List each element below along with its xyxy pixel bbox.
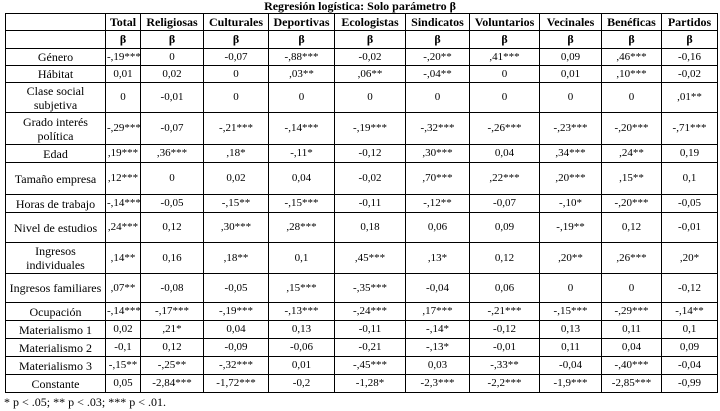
- beta-header: β: [204, 31, 269, 49]
- table-row: [6, 375, 718, 393]
- row-label: Horas de trabajo: [6, 195, 106, 213]
- footnote: * p < .05; ** p < .03; *** p < .01.: [4, 395, 166, 409]
- coefficient-cell: -,14*: [406, 321, 470, 339]
- coefficient-cell: 0: [106, 83, 141, 113]
- coefficient-cell: -,88***: [269, 49, 335, 66]
- coefficient-cell: -,33**: [470, 357, 540, 375]
- coefficient-cell: -,29***: [602, 303, 662, 321]
- table-row: [6, 303, 718, 321]
- coefficient-cell: 0: [141, 163, 204, 195]
- coefficient-cell: 0: [540, 83, 602, 113]
- coefficient-cell: -0,02: [662, 66, 718, 83]
- coefficient-cell: -0,01: [662, 213, 718, 243]
- coefficient-cell: 0: [470, 66, 540, 83]
- coefficient-cell: ,70***: [406, 163, 470, 195]
- coefficient-cell: -,29***: [106, 113, 141, 145]
- coefficient-cell: -,19***: [335, 113, 406, 145]
- beta-header: β: [141, 31, 204, 49]
- coefficient-cell: 0: [470, 83, 540, 113]
- column-header: Benéficas: [602, 14, 662, 31]
- row-label: Clase social subjetiva: [6, 83, 106, 113]
- table-row: [6, 145, 718, 163]
- coefficient-cell: -0,07: [470, 195, 540, 213]
- coefficient-cell: 0: [204, 66, 269, 83]
- coefficient-cell: -,19***: [204, 303, 269, 321]
- coefficient-cell: 0,04: [204, 321, 269, 339]
- coefficient-cell: -,12**: [406, 195, 470, 213]
- coefficient-cell: ,41***: [470, 49, 540, 66]
- row-label: Constante: [6, 375, 106, 393]
- coefficient-cell: ,17***: [406, 303, 470, 321]
- coefficient-cell: 0,12: [602, 213, 662, 243]
- coefficient-cell: -,04**: [406, 66, 470, 83]
- coefficient-cell: ,30***: [204, 213, 269, 243]
- coefficient-cell: 0,01: [106, 66, 141, 83]
- beta-header: β: [470, 31, 540, 49]
- beta-row: [6, 31, 718, 49]
- table-row: [6, 357, 718, 375]
- coefficient-cell: -0,05: [662, 195, 718, 213]
- coefficient-cell: 0,12: [470, 243, 540, 274]
- coefficient-cell: ,19***: [106, 145, 141, 163]
- coefficient-cell: -0,04: [406, 274, 470, 303]
- coefficient-cell: -,32***: [406, 113, 470, 145]
- coefficient-cell: -,15**: [106, 357, 141, 375]
- coefficient-cell: 0: [335, 83, 406, 113]
- coefficient-cell: -0,04: [540, 357, 602, 375]
- coefficient-cell: -0,2: [269, 375, 335, 393]
- coefficient-cell: 0,16: [141, 243, 204, 274]
- coefficient-cell: 0,1: [662, 321, 718, 339]
- coefficient-cell: -,40***: [602, 357, 662, 375]
- coefficient-cell: 0,04: [470, 145, 540, 163]
- coefficient-cell: -0,11: [335, 321, 406, 339]
- coefficient-cell: 0,09: [470, 213, 540, 243]
- coefficient-cell: 0,13: [269, 321, 335, 339]
- corner-cell: [6, 31, 106, 49]
- coefficient-cell: ,15***: [269, 274, 335, 303]
- row-label: Nivel de estudios: [6, 213, 106, 243]
- coefficient-cell: -1,28*: [335, 375, 406, 393]
- coefficient-cell: ,10***: [602, 66, 662, 83]
- coefficient-cell: ,36***: [141, 145, 204, 163]
- coefficient-cell: -,21***: [470, 303, 540, 321]
- coefficient-cell: ,03**: [269, 66, 335, 83]
- coefficient-cell: -,25**: [141, 357, 204, 375]
- coefficient-cell: ,06**: [335, 66, 406, 83]
- coefficient-cell: 0: [406, 83, 470, 113]
- table-row: [6, 321, 718, 339]
- coefficient-cell: -,15**: [204, 195, 269, 213]
- coefficient-cell: 0,01: [269, 357, 335, 375]
- coefficient-cell: -2,85***: [602, 375, 662, 393]
- row-label: Hábitat: [6, 66, 106, 83]
- coefficient-cell: -0,11: [335, 195, 406, 213]
- coefficient-cell: -2,84***: [141, 375, 204, 393]
- table-row: [6, 66, 718, 83]
- coefficient-cell: 0,02: [106, 321, 141, 339]
- beta-header: β: [335, 31, 406, 49]
- coefficient-cell: ,20**: [540, 243, 602, 274]
- column-header: Total: [106, 14, 141, 31]
- coefficient-cell: ,28***: [269, 213, 335, 243]
- coefficient-cell: 0,09: [662, 339, 718, 357]
- row-label: Ingresos individuales: [6, 243, 106, 274]
- corner-cell: [6, 14, 106, 31]
- table-row: [6, 213, 718, 243]
- coefficient-cell: 0,03: [406, 357, 470, 375]
- coefficient-cell: ,21*: [141, 321, 204, 339]
- coefficient-cell: -,19**: [540, 213, 602, 243]
- coefficient-cell: -0,01: [141, 83, 204, 113]
- table-row: [6, 195, 718, 213]
- coefficient-cell: 0,02: [204, 163, 269, 195]
- coefficient-cell: ,18**: [204, 243, 269, 274]
- coefficient-cell: -2,2***: [470, 375, 540, 393]
- table-row: [6, 274, 718, 303]
- column-header: Deportivas: [269, 14, 335, 31]
- coefficient-cell: -0,06: [269, 339, 335, 357]
- header-row: [6, 14, 718, 31]
- coefficient-cell: ,45***: [335, 243, 406, 274]
- regression-table: [5, 13, 718, 393]
- coefficient-cell: -0,07: [141, 113, 204, 145]
- table-row: [6, 339, 718, 357]
- coefficient-cell: -,21***: [204, 113, 269, 145]
- coefficient-cell: 0: [269, 83, 335, 113]
- row-label: Materialismo 3: [6, 357, 106, 375]
- coefficient-cell: ,22***: [470, 163, 540, 195]
- coefficient-cell: -,20***: [602, 113, 662, 145]
- column-header: Voluntarios: [470, 14, 540, 31]
- column-header: Partidos: [662, 14, 718, 31]
- coefficient-cell: -,17***: [141, 303, 204, 321]
- row-label: Edad: [6, 145, 106, 163]
- coefficient-cell: -2,3***: [406, 375, 470, 393]
- coefficient-cell: -,32***: [204, 357, 269, 375]
- row-label: Materialismo 2: [6, 339, 106, 357]
- coefficient-cell: 0,18: [335, 213, 406, 243]
- coefficient-cell: -0,08: [141, 274, 204, 303]
- row-label: Grado interés política: [6, 113, 106, 145]
- coefficient-cell: -0,02: [335, 163, 406, 195]
- coefficient-cell: -,11*: [269, 145, 335, 163]
- coefficient-cell: -,24***: [335, 303, 406, 321]
- coefficient-cell: 0,12: [141, 213, 204, 243]
- coefficient-cell: ,34***: [540, 145, 602, 163]
- coefficient-cell: 0,11: [540, 339, 602, 357]
- coefficient-cell: -1,72***: [204, 375, 269, 393]
- coefficient-cell: -,71***: [662, 113, 718, 145]
- coefficient-cell: ,07**: [106, 274, 141, 303]
- coefficient-cell: -0,12: [470, 321, 540, 339]
- table-row: [6, 49, 718, 66]
- table-row: [6, 113, 718, 145]
- coefficient-cell: 0: [141, 49, 204, 66]
- coefficient-cell: 0,13: [540, 321, 602, 339]
- coefficient-cell: 0: [540, 274, 602, 303]
- coefficient-cell: -0,07: [204, 49, 269, 66]
- coefficient-cell: -,15***: [540, 303, 602, 321]
- coefficient-cell: -,20**: [406, 49, 470, 66]
- coefficient-cell: 0,04: [602, 339, 662, 357]
- beta-header: β: [269, 31, 335, 49]
- coefficient-cell: -0,02: [335, 49, 406, 66]
- coefficient-cell: 0: [602, 274, 662, 303]
- table-row: [6, 163, 718, 195]
- coefficient-cell: 0,06: [470, 274, 540, 303]
- coefficient-cell: -0,05: [141, 195, 204, 213]
- row-label: Ingresos familiares: [6, 274, 106, 303]
- coefficient-cell: -,26***: [470, 113, 540, 145]
- coefficient-cell: -,35***: [335, 274, 406, 303]
- coefficient-cell: 0: [602, 83, 662, 113]
- coefficient-cell: -0,16: [662, 49, 718, 66]
- coefficient-cell: 0,1: [662, 163, 718, 195]
- row-label: Ocupación: [6, 303, 106, 321]
- coefficient-cell: 0,09: [540, 49, 602, 66]
- coefficient-cell: -1,9***: [540, 375, 602, 393]
- beta-header: β: [540, 31, 602, 49]
- coefficient-cell: -,20***: [602, 195, 662, 213]
- beta-header: β: [602, 31, 662, 49]
- table-row: [6, 83, 718, 113]
- column-header: Sindicatos: [406, 14, 470, 31]
- coefficient-cell: ,13*: [406, 243, 470, 274]
- coefficient-cell: ,01**: [662, 83, 718, 113]
- beta-header: β: [406, 31, 470, 49]
- row-label: Género: [6, 49, 106, 66]
- coefficient-cell: -,14***: [106, 303, 141, 321]
- coefficient-cell: -,14***: [269, 113, 335, 145]
- column-header: Culturales: [204, 14, 269, 31]
- coefficient-cell: 0,1: [269, 243, 335, 274]
- table-title: Regresión logística: Solo parámetro β: [264, 0, 456, 13]
- coefficient-cell: ,12***: [106, 163, 141, 195]
- coefficient-cell: -,13***: [269, 303, 335, 321]
- coefficient-cell: ,46***: [602, 49, 662, 66]
- column-header: Vecinales: [540, 14, 602, 31]
- coefficient-cell: -0,1: [106, 339, 141, 357]
- coefficient-cell: -,13*: [406, 339, 470, 357]
- coefficient-cell: 0,19: [662, 145, 718, 163]
- beta-header: β: [662, 31, 718, 49]
- coefficient-cell: 0,02: [141, 66, 204, 83]
- coefficient-cell: -,19***: [106, 49, 141, 66]
- coefficient-cell: 0,12: [141, 339, 204, 357]
- coefficient-cell: -0,01: [470, 339, 540, 357]
- coefficient-cell: 0: [204, 83, 269, 113]
- coefficient-cell: ,14**: [106, 243, 141, 274]
- table-row: [6, 243, 718, 274]
- coefficient-cell: -0,99: [662, 375, 718, 393]
- coefficient-cell: 0,11: [602, 321, 662, 339]
- coefficient-cell: -0,12: [335, 145, 406, 163]
- coefficient-cell: ,18*: [204, 145, 269, 163]
- coefficient-cell: ,15**: [602, 163, 662, 195]
- coefficient-cell: ,30***: [406, 145, 470, 163]
- beta-header: β: [106, 31, 141, 49]
- coefficient-cell: -,10*: [540, 195, 602, 213]
- coefficient-cell: -0,09: [204, 339, 269, 357]
- coefficient-cell: -,14***: [106, 195, 141, 213]
- coefficient-cell: ,24**: [602, 145, 662, 163]
- coefficient-cell: ,20***: [540, 163, 602, 195]
- coefficient-cell: -,23***: [540, 113, 602, 145]
- coefficient-cell: 0,06: [406, 213, 470, 243]
- row-label: Tamaño empresa: [6, 163, 106, 195]
- coefficient-cell: 0,05: [106, 375, 141, 393]
- coefficient-cell: ,24***: [106, 213, 141, 243]
- coefficient-cell: -,15***: [269, 195, 335, 213]
- coefficient-cell: 0,04: [269, 163, 335, 195]
- coefficient-cell: -,14**: [662, 303, 718, 321]
- coefficient-cell: -0,21: [335, 339, 406, 357]
- coefficient-cell: -0,05: [204, 274, 269, 303]
- coefficient-cell: -0,04: [662, 357, 718, 375]
- coefficient-cell: -,45***: [335, 357, 406, 375]
- column-header: Religiosas: [141, 14, 204, 31]
- column-header: Ecologistas: [335, 14, 406, 31]
- coefficient-cell: 0,01: [540, 66, 602, 83]
- row-label: Materialismo 1: [6, 321, 106, 339]
- coefficient-cell: ,20*: [662, 243, 718, 274]
- coefficient-cell: ,26***: [602, 243, 662, 274]
- coefficient-cell: -0,12: [662, 274, 718, 303]
